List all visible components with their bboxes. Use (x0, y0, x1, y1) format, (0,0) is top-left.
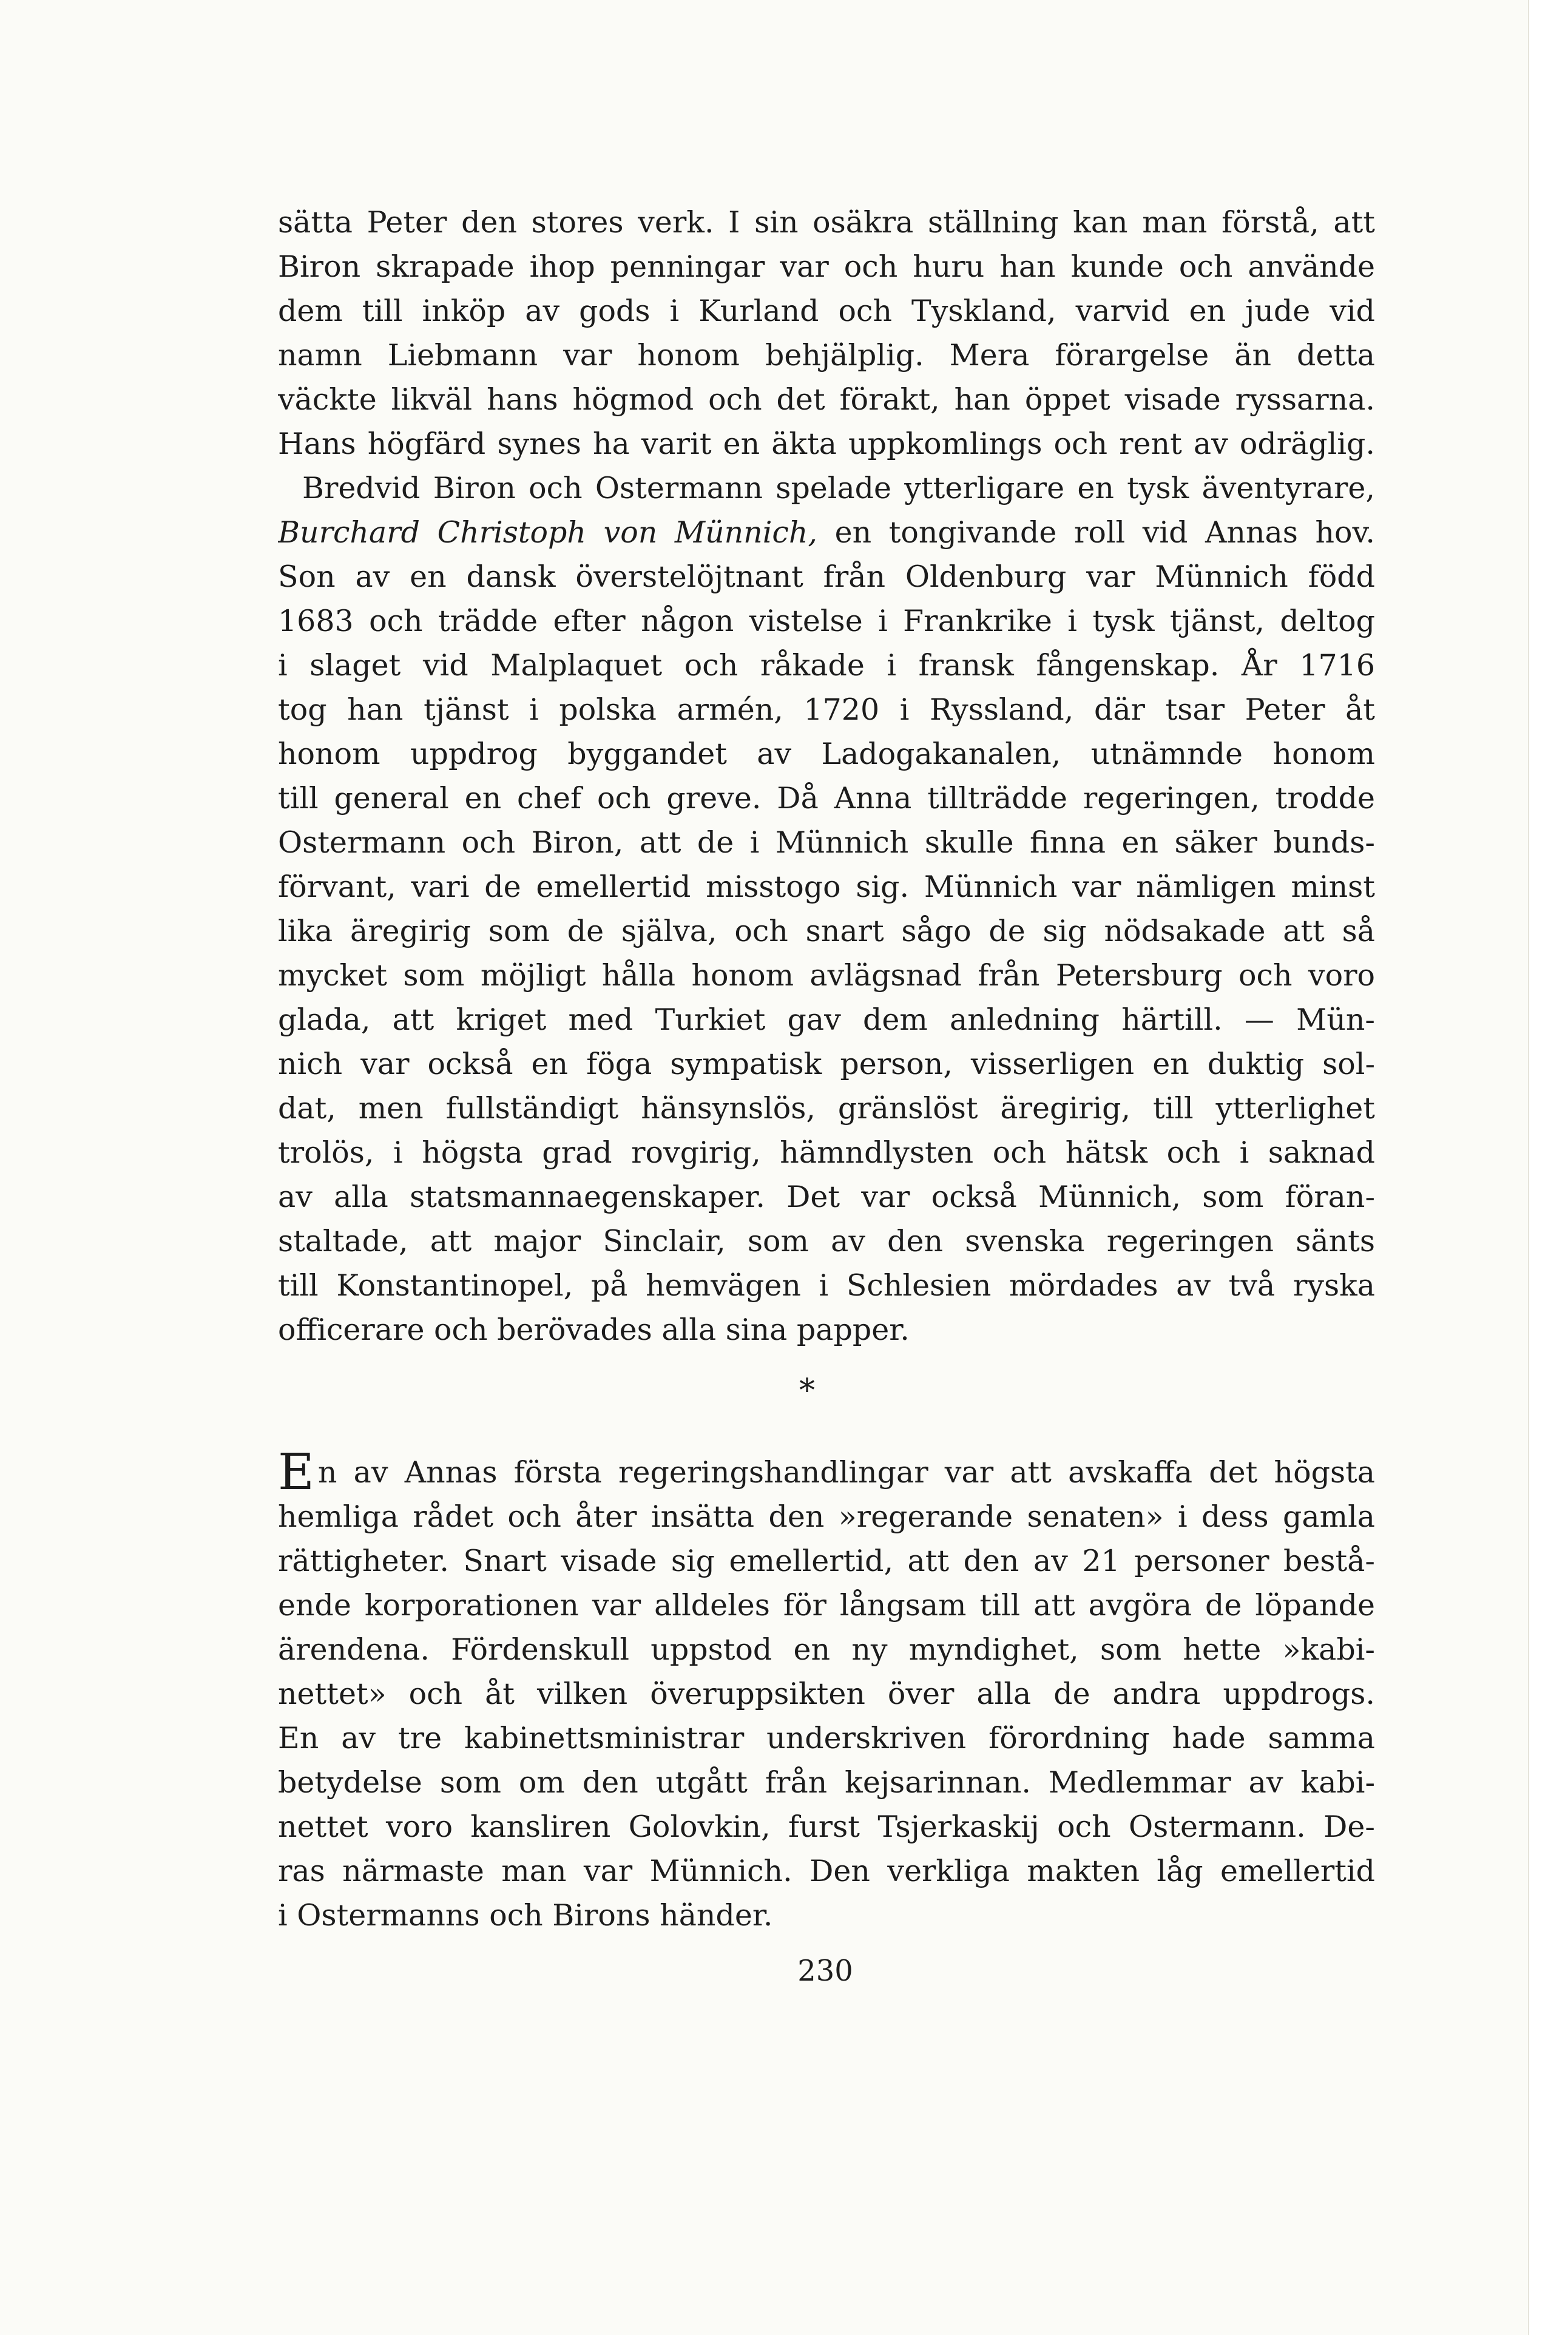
text-line: Ostermann och Biron, att de i Münnich skulle finna en säker bunds- (278, 825, 1375, 860)
text-line: staltade, att major Sinclair, som av den svenska regeringen sänts (278, 1224, 1375, 1259)
text-line: Son av en dansk överstelöjtnant från Oldenburg var Münnich född (278, 559, 1375, 594)
text-line: dat, men fullständigt hänsynslös, gränslöst äregirig, till ytterlighet (278, 1091, 1375, 1126)
text-line: honom uppdrog byggandet av Ladogakanalen, utnämnde honom (278, 737, 1375, 771)
text-line: i Ostermanns och Birons händer. (278, 1898, 773, 1933)
text-line-first (278, 1450, 1375, 1495)
text-line: Hans högfärd synes ha varit en äkta uppkomlings och rent av odräglig. (278, 427, 1375, 461)
text-line: namn Liebmann var honom behjälplig. Mera förargelse än detta (278, 338, 1375, 373)
text-line: nettet voro kansliren Golovkin, furst Tsjerkaskij och Ostermann. De- (278, 1810, 1375, 1844)
text-line-rest: en tongivande roll vid Annas hov. (817, 515, 1375, 550)
paragraph-section-2 (278, 1450, 1375, 1938)
text-line: sätta Peter den stores verk. I sin osäkra ställning kan man förstå, att (278, 205, 1375, 240)
drop-cap: E (278, 1450, 314, 1495)
text-line: till general en chef och greve. Då Anna tillträdde regeringen, trodde (278, 781, 1375, 816)
text-line: i slaget vid Malplaquet och råkade i fransk fångenskap. År 1716 (278, 648, 1375, 683)
text-line: Bredvid Biron och Ostermann spelade ytterligare en tysk äventyrare, (302, 471, 1375, 505)
text-line: dem till inköp av gods i Kurland och Tyskland, varvid en jude vid (278, 294, 1375, 328)
text-line: ärendena. Fördenskull uppstod en ny myndighet, som hette »kabi- (278, 1632, 1375, 1667)
text-line: tog han tjänst i polska armén, 1720 i Ryssland, där tsar Peter åt (278, 692, 1375, 727)
text-line (278, 510, 1375, 555)
text-line: av alla statsmannaegenskaper. Det var också Münnich, som föran- (278, 1180, 1375, 1214)
first-line-rest: n av Annas första regeringshandlingar var att avskaffa det högsta (317, 1455, 1375, 1490)
text-line: 1683 och trädde efter någon vistelse i Frankrike i tysk tjänst, deltog (278, 604, 1375, 638)
paragraph-section-1 (278, 200, 1375, 1352)
text-line: väckte likväl hans högmod och det förakt, han öppet visade ryssarna. (278, 382, 1375, 417)
text-line: hemliga rådet och åter insätta den »regerande senaten» i dess gamla (278, 1499, 1375, 1534)
page-number: 230 (797, 1954, 853, 1988)
text-line: trolös, i högsta grad rovgirig, hämndlysten och hätsk och i saknad (278, 1135, 1375, 1170)
text-line: Biron skrapade ihop penningar var och huru han kunde och använde (278, 249, 1375, 284)
text-line: betydelse som om den utgått från kejsarinnan. Medlemmar av kabi- (278, 1765, 1375, 1800)
text-line: nich var också en föga sympatisk person, visserligen en duktig sol- (278, 1047, 1375, 1081)
text-line: ras närmaste man var Münnich. Den verkliga makten låg emellertid (278, 1854, 1375, 1888)
text-line: förvant, vari de emellertid misstogo sig. Münnich var nämligen minst (278, 870, 1375, 904)
section-separator: * (799, 1373, 815, 1409)
text-line: till Konstantinopel, på hemvägen i Schlesien mördades av två ryska (278, 1268, 1375, 1303)
text-line: officerare och berövades alla sina papper. (278, 1313, 910, 1347)
text-line: ende korporationen var alldeles för långsam till att avgöra de löpande (278, 1588, 1375, 1623)
scan-margin (1529, 0, 1568, 2335)
text-line: lika äregirig som de själva, och snart sågo de sig nödsakade att så (278, 914, 1375, 948)
text-line: En av tre kabinettsministrar underskriven förordning hade samma (278, 1721, 1375, 1755)
text-line: nettet» och åt vilken överuppsikten över alla de andra uppdrogs. (278, 1677, 1375, 1711)
italic-name: Burchard Christoph von Münnich, (278, 515, 817, 550)
text-line: glada, att kriget med Turkiet gav dem anledning härtill. — Mün- (278, 1002, 1375, 1037)
text-line: mycket som möjligt hålla honom avlägsnad från Petersburg och voro (278, 958, 1375, 993)
text-line: rättigheter. Snart visade sig emellertid, att den av 21 personer bestå- (278, 1544, 1375, 1578)
